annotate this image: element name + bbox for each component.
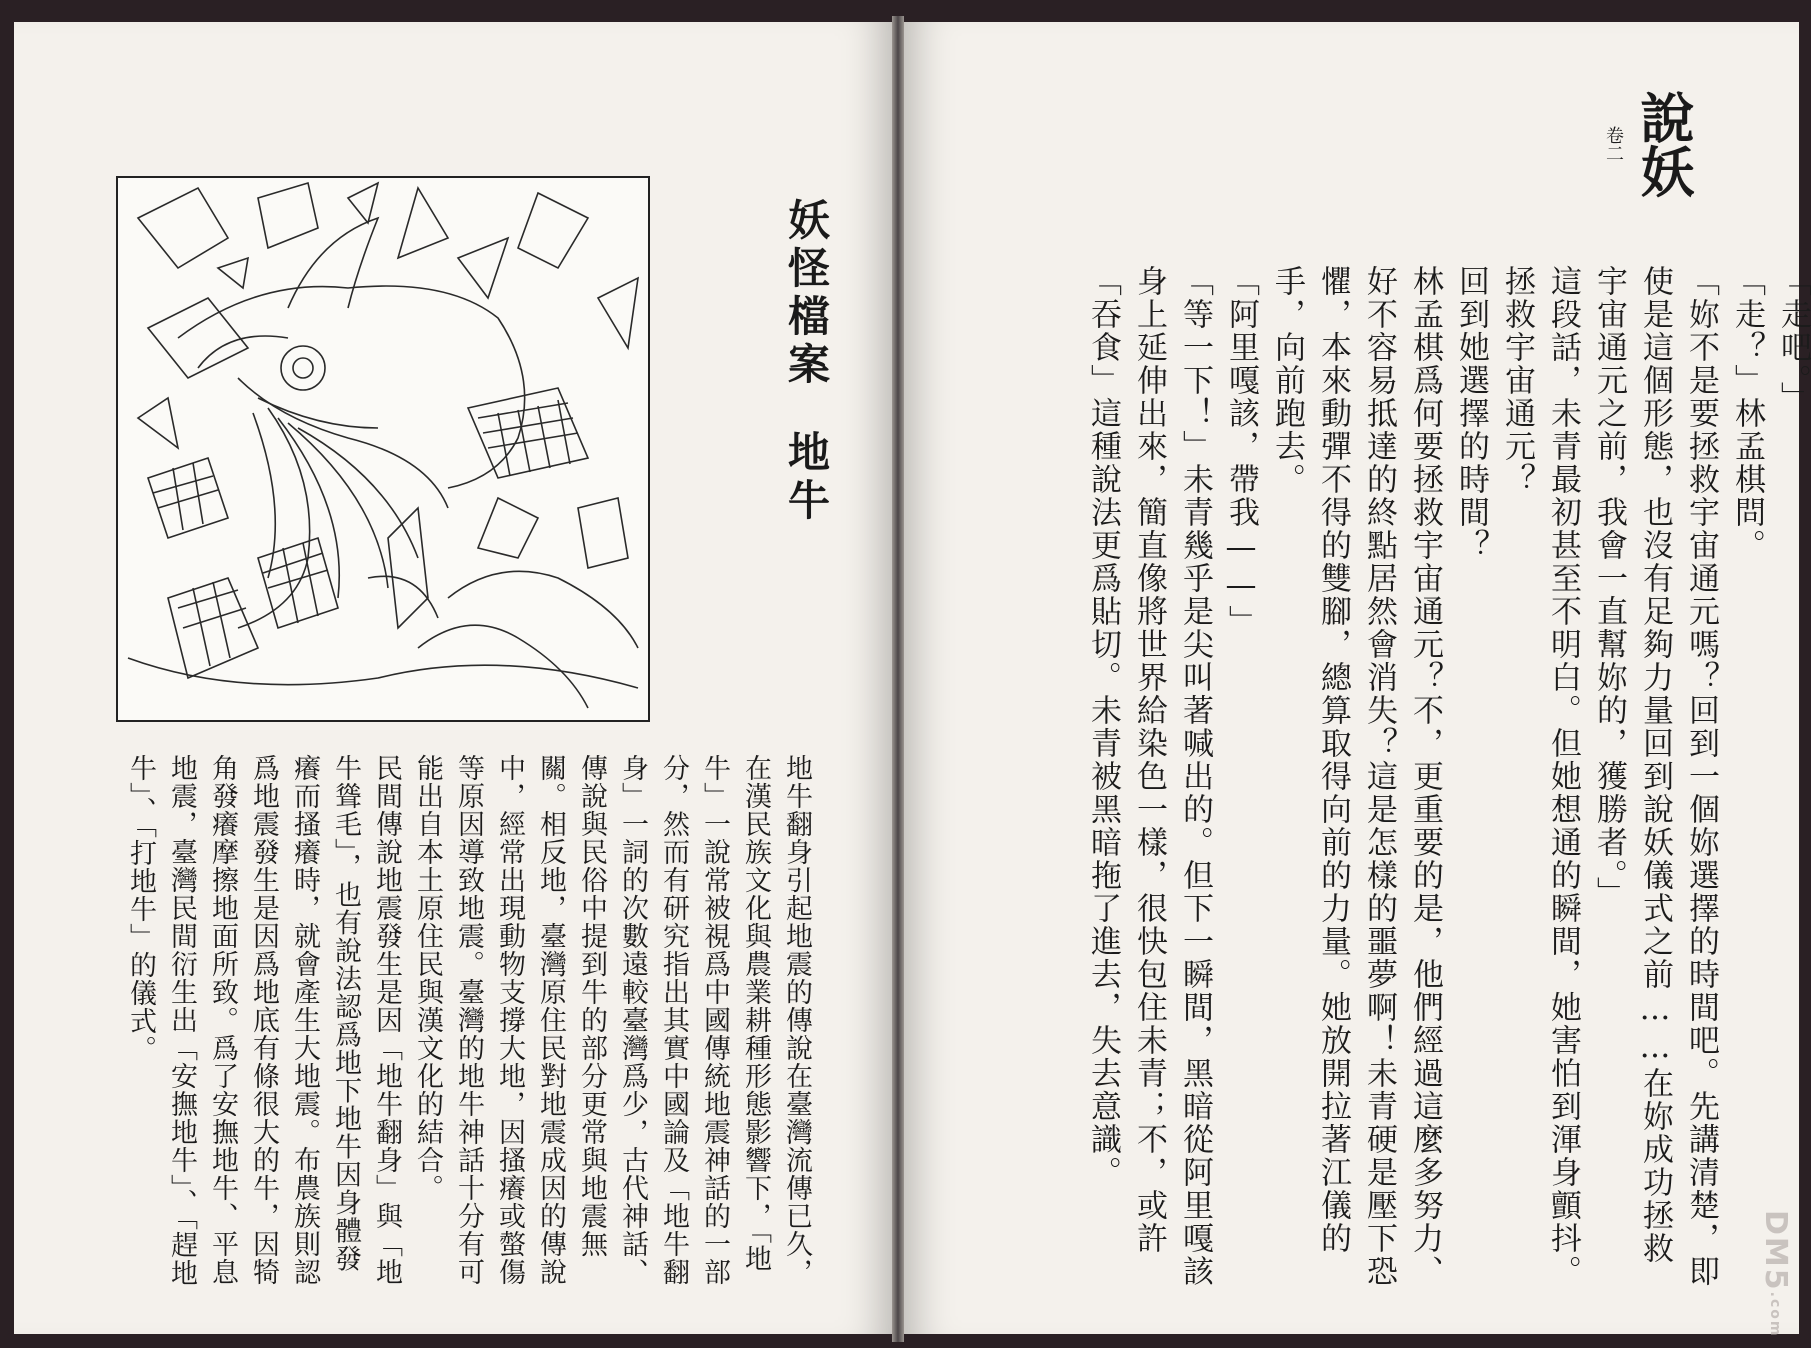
watermark-domain: .com	[1767, 1291, 1783, 1338]
paragraph: 「走？」林孟棋問。	[1729, 265, 1765, 562]
title-sub: 地牛	[782, 430, 831, 526]
story-body	[1080, 265, 1811, 1295]
title-main: 妖怪檔案	[782, 198, 831, 390]
paragraph: 拯救宇宙通元？	[1499, 265, 1535, 496]
series-logo	[1600, 90, 1710, 220]
book-gutter	[892, 16, 904, 1342]
paragraph: 「阿里嘎該，帶我——」	[1223, 265, 1259, 638]
paragraph: 回到她選擇的時間？	[1453, 265, 1489, 562]
paragraph: 「妳不是要拯救宇宙通元嗎？回到一個妳選擇的時間吧。先講清楚，即使是這個形態，也沒有足夠力量回到說妖儀式之前……在妳成功拯救宇宙通元之前，我會一直幫妳的，獲勝者。」	[1591, 265, 1719, 1288]
yokai-file-body	[120, 754, 817, 1294]
paragraph: 這段話，未青最初甚至不明白。但她想通的瞬間，她害怕到渾身顫抖。	[1545, 265, 1581, 1288]
paragraph: 林孟棋爲何要拯救宇宙通元？不，更重要的是，他們經過這麼多努力、好不容易抵達的終點居然會消失？這是怎樣的噩夢啊！未青硬是壓下恐懼，本來動彈不得的雙腳，總算取得向前的力量。她放開拉著江儀的手，向前跑去。	[1269, 265, 1443, 1288]
watermark-text: DM5	[1758, 1210, 1793, 1292]
earth-ox-drawing	[118, 178, 648, 720]
paragraph: 「走吧。」	[1775, 265, 1811, 415]
earth-ox-illustration	[116, 176, 650, 722]
paragraph: 「等一下！」未青幾乎是尖叫著喊出的。但下一瞬間，黑暗從阿里嘎該身上延伸出來，簡直像將世界給染色一樣，很快包住未青；不，或許「吞食」這種說法更爲貼切。未青被黑暗拖了進去，失去意識。	[1085, 265, 1213, 1288]
volume-label: 卷二	[1603, 126, 1624, 162]
yokai-file-title	[780, 198, 832, 718]
paragraph: 民間傳說地震發生是因「地牛翻身」與「地牛聳毛」，也有說法認爲地下地牛因身體發癢而搔癢時，就會產生大地震。布農族則認爲地震發生是因爲地底有條很大的牛，因犄角發癢摩擦地面所致。爲了安撫地牛、平息地震，臺灣民間衍生出「安撫地牛」、「趕地牛」、「打地牛」的儀式。	[125, 754, 402, 1287]
series-logo-title: 說妖	[1632, 90, 1696, 198]
paragraph: 地牛翻身引起地震的傳說在臺灣流傳已久，在漢民族文化與農業耕種形態影響下，「地牛」一說常被視爲中國傳統地震神話的一部分，然而有研究指出其實中國論及「地牛翻身」一詞的次數遠較臺灣爲少，古代神話、傳說與民俗中提到牛的部分更常與地震無關。相反地，臺灣原住民對地震成因的傳說中，經常出現動物支撐大地，因搔癢或螫傷等原因導致地震。臺灣的地牛神話十分有可能出自本土原住民與漢文化的結合。	[412, 754, 812, 1286]
site-watermark	[1737, 1210, 1793, 1338]
